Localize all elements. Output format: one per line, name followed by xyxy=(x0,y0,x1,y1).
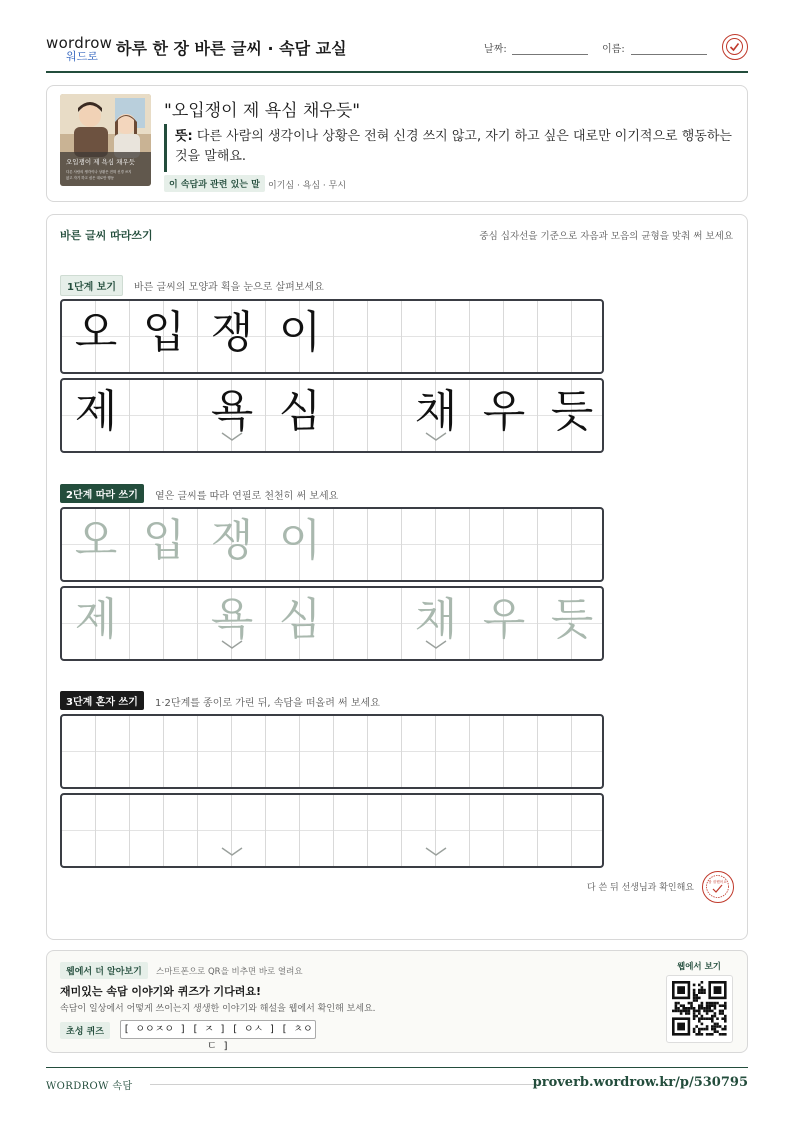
footer-url[interactable]: proverb.wordrow.kr/p/530795 xyxy=(532,1075,748,1090)
step1-grid-line2 xyxy=(60,378,604,453)
related-words-label: 이 속담과 관련 있는 말 xyxy=(164,175,265,192)
web-hint: 스마트폰으로 QR을 비추면 바로 열려요 xyxy=(156,967,303,977)
step2-grid-line2[interactable] xyxy=(60,586,604,661)
page-title: 하루 한 장 바른 글씨 · 속담 교실 xyxy=(116,39,347,58)
practice-section-title: 바른 글씨 따라쓰기 xyxy=(60,229,153,242)
footer-brand: WORDROW 속담 xyxy=(46,1081,133,1092)
grid-character: 입 xyxy=(142,307,186,358)
grid-character: 심 xyxy=(278,386,322,437)
thumb-caption: 오입쟁이 제 욕심 채우듯 xyxy=(66,158,135,166)
header-divider xyxy=(46,71,748,73)
step3-grid-line2[interactable] xyxy=(60,793,604,868)
good-job-stamp-icon xyxy=(702,871,734,903)
footer-divider xyxy=(46,1067,748,1068)
grid-character: 채 xyxy=(414,386,458,437)
step1-label: 1단계 보기 xyxy=(60,275,123,296)
date-label: 날짜: xyxy=(484,44,507,55)
practice-section-hint: 중심 십자선을 기준으로 자음과 모음의 균형을 맞춰 써 보세요 xyxy=(479,231,733,242)
date-field[interactable] xyxy=(512,54,588,55)
step2-grid-line1[interactable] xyxy=(60,507,604,582)
logo-wordmark: wordrow xyxy=(46,34,113,52)
step2-label: 2단계 따라 쓰기 xyxy=(60,484,144,503)
grid-character: 심 xyxy=(278,594,322,645)
stamp-text: 참 잘했어요 xyxy=(708,880,727,884)
name-field[interactable] xyxy=(631,54,707,55)
grid-character: 이 xyxy=(278,307,322,358)
word-spacing-mark xyxy=(425,847,443,857)
word-spacing-mark xyxy=(221,847,239,857)
grid-character: 오 xyxy=(74,515,118,566)
quiz-label: 초성 퀴즈 xyxy=(60,1022,110,1039)
grid-character: 우 xyxy=(482,594,526,645)
web-description: 속담이 일상에서 어떻게 쓰이는지 생생한 이야기와 해설을 웹에서 확인해 보세요. xyxy=(60,1004,376,1014)
related-words: 이기심 · 욕심 · 무시 xyxy=(268,181,347,191)
step3-label: 3단계 혼자 쓰기 xyxy=(60,691,144,710)
grid-character: 쟁 xyxy=(210,515,254,566)
name-label: 이름: xyxy=(602,44,625,55)
grid-character: 쟁 xyxy=(210,307,254,358)
check-stamp-icon xyxy=(722,34,748,60)
grid-character: 채 xyxy=(414,594,458,645)
teacher-check-note: 다 쓴 뒤 선생님과 확인해요 xyxy=(586,883,694,893)
grid-character: 제 xyxy=(74,594,118,645)
grid-character: 입 xyxy=(142,515,186,566)
initial-sound-quiz: [ ㅇㅇㅈㅇ ] [ ㅈ ] [ ㅇㅅ ] [ ㅊㅇㄷ ] xyxy=(120,1020,316,1039)
qr-label: 웹에서 보기 xyxy=(676,962,721,972)
proverb-title: "오입쟁이 제 욕심 채우듯" xyxy=(164,101,361,121)
meaning-accent-bar xyxy=(164,124,167,172)
grid-character: 오 xyxy=(74,307,118,358)
grid-character: 욕 xyxy=(210,594,254,645)
thumb-sub2: 않고 자기 하고 싶은 대로만 행동 xyxy=(66,176,114,180)
grid-character: 이 xyxy=(278,515,322,566)
proverb-illustration xyxy=(60,94,151,186)
grid-character: 듯 xyxy=(550,594,594,645)
step1-hint: 바른 글씨의 모양과 획을 눈으로 살펴보세요 xyxy=(134,282,324,293)
grid-character: 우 xyxy=(482,386,526,437)
grid-character: 욕 xyxy=(210,386,254,437)
grid-character: 제 xyxy=(74,386,118,437)
qr-code[interactable] xyxy=(666,975,733,1043)
grid-character: 듯 xyxy=(550,386,594,437)
logo-korean: 워드로 xyxy=(66,50,98,63)
proverb-meaning xyxy=(175,127,735,167)
step1-grid-line1 xyxy=(60,299,604,374)
meaning-text: 다른 사람의 생각이나 상황은 전혀 신경 쓰지 않고, 자기 하고 싶은 대로만 이기적으로 행동하는 것을 말해요. xyxy=(175,129,732,164)
footer-line xyxy=(150,1084,538,1085)
thumb-sub1: 다른 사람의 생각이나 상황은 전혀 신경 쓰지 xyxy=(66,170,132,174)
web-more-label: 웹에서 더 알아보기 xyxy=(60,962,148,979)
step3-grid-line1[interactable] xyxy=(60,714,604,789)
meaning-label: 뜻: xyxy=(175,129,193,144)
web-headline: 재미있는 속담 이야기와 퀴즈가 기다려요! xyxy=(60,985,261,998)
qr-code-icon xyxy=(667,976,732,1042)
wordrow-logo xyxy=(46,34,113,64)
step3-hint: 1·2단계를 종이로 가린 뒤, 속담을 떠올려 써 보세요 xyxy=(155,698,380,709)
step2-hint: 옅은 글씨를 따라 연필로 천천히 써 보세요 xyxy=(155,491,339,502)
